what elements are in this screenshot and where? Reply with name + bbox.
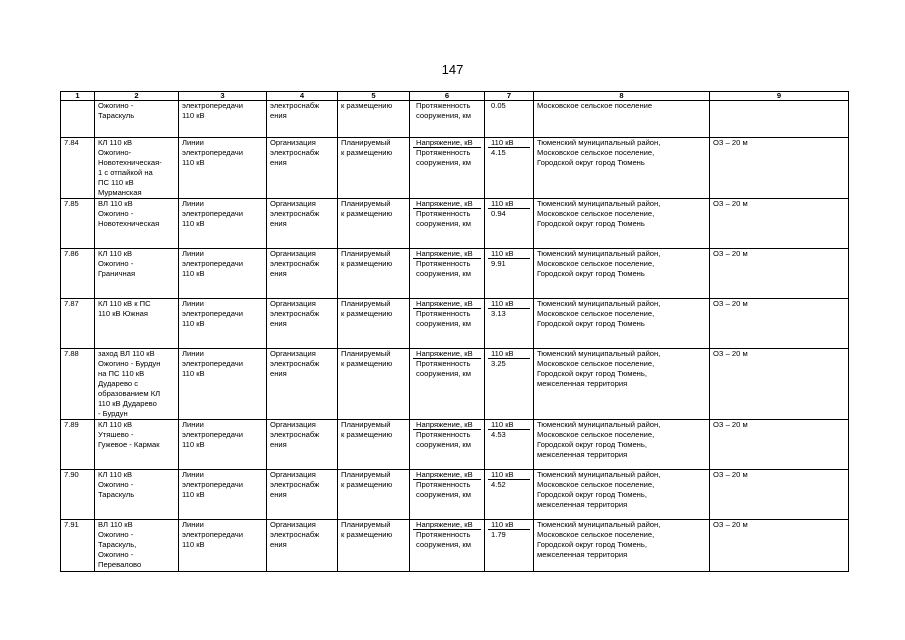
cell-location: Тюменский муниципальный район, Московское сельское поселение, Городской округ город Тюмень, межселенная территория xyxy=(534,470,710,520)
cell-values-bottom: 4.53 xyxy=(491,430,506,439)
cell-status: Планируемый к размещению xyxy=(338,349,410,420)
cell-characteristics-top: Напряжение, кВ xyxy=(413,420,481,430)
cell-characteristics xyxy=(410,420,485,470)
cell-values-top: 110 кВ xyxy=(488,349,530,359)
cell-characteristics-bottom: Протяженность сооружения, км xyxy=(416,309,471,328)
cell-object-type: Линии электропередачи 110 кВ xyxy=(179,138,267,199)
cell-object-name: КЛ 110 кВ Утяшево - Гужевое - Кармак xyxy=(95,420,179,470)
header-row xyxy=(61,92,849,101)
cell-object-type: Линии электропередачи 110 кВ xyxy=(179,349,267,420)
cell-values-bottom: 1.79 xyxy=(491,530,506,539)
cell-characteristics-top: Напряжение, кВ xyxy=(413,299,481,309)
cell-location: Тюменский муниципальный район, Московское сельское поселение, Городской округ город Тюмень xyxy=(534,199,710,249)
cell-characteristics-top: Напряжение, кВ xyxy=(413,138,481,148)
cell-values xyxy=(485,138,534,199)
table-body xyxy=(61,101,849,572)
cell-characteristics-bottom: Протяженность сооружения, км xyxy=(416,530,471,549)
column-header-9: 9 xyxy=(710,92,849,101)
cell-characteristics-top: Напряжение, кВ xyxy=(413,520,481,530)
cell-number: 7.91 xyxy=(61,520,95,572)
cell-object-type: Линии электропередачи 110 кВ xyxy=(179,470,267,520)
cell-characteristics xyxy=(410,138,485,199)
cell-object-name: КЛ 110 кВ Ожогино - Тараскуль xyxy=(95,470,179,520)
cell-zone: ОЗ – 20 м xyxy=(710,138,849,199)
cell-values-bottom: 4.15 xyxy=(491,148,506,157)
cell-zone: ОЗ – 20 м xyxy=(710,199,849,249)
cell-status: Планируемый к размещению xyxy=(338,420,410,470)
table-row xyxy=(61,299,849,349)
cell-characteristics-top: Напряжение, кВ xyxy=(413,249,481,259)
table-row xyxy=(61,138,849,199)
cell-characteristics-bottom: Протяженность сооружения, км xyxy=(416,148,471,167)
column-header-1: 1 xyxy=(61,92,95,101)
cell-location: Тюменский муниципальный район, Московское сельское поселение, Городской округ город Тюмень, межселенная территория xyxy=(534,349,710,420)
cell-characteristics-bottom: Протяженность сооружения, км xyxy=(416,259,471,278)
cell-values xyxy=(485,420,534,470)
cell-values xyxy=(485,520,534,572)
cell-purpose: Организация электроснабж ения xyxy=(267,199,338,249)
cell-number: 7.88 xyxy=(61,349,95,420)
cell-characteristics xyxy=(410,299,485,349)
cell-zone: ОЗ – 20 м xyxy=(710,299,849,349)
cell-object-type: Линии электропередачи 110 кВ xyxy=(179,249,267,299)
cell-characteristics-top: Напряжение, кВ xyxy=(413,349,481,359)
cell-object-type: Линии электропередачи 110 кВ xyxy=(179,199,267,249)
planning-table xyxy=(60,91,849,572)
cell-status: к размещению xyxy=(338,101,410,138)
cell-zone: ОЗ – 20 м xyxy=(710,249,849,299)
table-row xyxy=(61,470,849,520)
cell-status: Планируемый к размещению xyxy=(338,138,410,199)
column-header-8: 8 xyxy=(534,92,710,101)
cell-location: Тюменский муниципальный район, Московское сельское поселение, Городской округ город Тюмень xyxy=(534,299,710,349)
cell-status: Планируемый к размещению xyxy=(338,470,410,520)
cell-zone: ОЗ – 20 м xyxy=(710,520,849,572)
cell-location: Тюменский муниципальный район, Московское сельское поселение, Городской округ город Тюмень, межселенная территория xyxy=(534,420,710,470)
table-row xyxy=(61,249,849,299)
cell-zone: ОЗ – 20 м xyxy=(710,420,849,470)
cell-object-name: КЛ 110 кВ Ожогино - Граничная xyxy=(95,249,179,299)
table-row xyxy=(61,349,849,420)
cell-object-type: Линии электропередачи 110 кВ xyxy=(179,299,267,349)
cell-values-bottom: 0.94 xyxy=(491,209,506,218)
cell-characteristics xyxy=(410,470,485,520)
cell-values-bottom: 3.25 xyxy=(491,359,506,368)
column-header-6: 6 xyxy=(410,92,485,101)
cell-object-name: Ожогино - Тараскуль xyxy=(95,101,179,138)
cell-characteristics xyxy=(410,249,485,299)
table-row xyxy=(61,420,849,470)
cell-purpose: Организация электроснабж ения xyxy=(267,470,338,520)
cell-number: 7.89 xyxy=(61,420,95,470)
cell-values-top: 110 кВ xyxy=(488,470,530,480)
page-number: 147 xyxy=(441,62,464,77)
cell-zone xyxy=(710,101,849,138)
cell-characteristics-bottom: Протяженность сооружения, км xyxy=(416,430,471,449)
column-header-3: 3 xyxy=(179,92,267,101)
cell-object-type: электропередачи 110 кВ xyxy=(179,101,267,138)
cell-purpose: Организация электроснабж ения xyxy=(267,349,338,420)
cell-object-type: Линии электропередачи 110 кВ xyxy=(179,420,267,470)
cell-number: 7.86 xyxy=(61,249,95,299)
cell-status: Планируемый к размещению xyxy=(338,199,410,249)
table-row xyxy=(61,520,849,572)
cell-object-type: Линии электропередачи 110 кВ xyxy=(179,520,267,572)
cell-characteristics-top: Напряжение, кВ xyxy=(413,199,481,209)
cell-values-top: 110 кВ xyxy=(488,299,530,309)
column-header-7: 7 xyxy=(485,92,534,101)
cell-values-top: 110 кВ xyxy=(488,199,530,209)
cell-object-name: ВЛ 110 кВ Ожогино - Тараскуль, Ожогино - Перевалово xyxy=(95,520,179,572)
cell-purpose: Организация электроснабж ения xyxy=(267,520,338,572)
cell-values-top: 110 кВ xyxy=(488,420,530,430)
cell-values xyxy=(485,470,534,520)
cell-purpose: Организация электроснабж ения xyxy=(267,249,338,299)
cell-values-bottom: 9.91 xyxy=(491,259,506,268)
cell-characteristics-bottom: Протяженность сооружения, км xyxy=(416,359,471,378)
cell-status: Планируемый к размещению xyxy=(338,249,410,299)
cell-values xyxy=(485,199,534,249)
cell-characteristics-bottom: Протяженность сооружения, км xyxy=(416,101,471,120)
cell-values xyxy=(485,101,534,138)
column-header-4: 4 xyxy=(267,92,338,101)
cell-values-bottom: 3.13 xyxy=(491,309,506,318)
cell-values-top: 110 кВ xyxy=(488,138,530,148)
cell-values-top: 110 кВ xyxy=(488,520,530,530)
column-header-5: 5 xyxy=(338,92,410,101)
cell-values xyxy=(485,249,534,299)
cell-location: Московское сельское поселение xyxy=(534,101,710,138)
cell-object-name: заход ВЛ 110 кВ Ожогино - Бурдун на ПС 110 кВ Дударево с образованием КЛ 110 кВ Дударево - Бурдун xyxy=(95,349,179,420)
cell-number: 7.90 xyxy=(61,470,95,520)
cell-values xyxy=(485,299,534,349)
cell-characteristics xyxy=(410,349,485,420)
cell-purpose: Организация электроснабж ения xyxy=(267,299,338,349)
table-row xyxy=(61,199,849,249)
cell-object-name: ВЛ 110 кВ Ожогино - Новотехническая xyxy=(95,199,179,249)
cell-purpose: Организация электроснабж ения xyxy=(267,420,338,470)
cell-purpose: Организация электроснабж ения xyxy=(267,138,338,199)
cell-characteristics xyxy=(410,520,485,572)
cell-location: Тюменский муниципальный район, Московское сельское поселение, Городской округ город Тюмень xyxy=(534,138,710,199)
column-header-2: 2 xyxy=(95,92,179,101)
cell-object-name: КЛ 110 кВ к ПС 110 кВ Южная xyxy=(95,299,179,349)
cell-purpose: электроснабж ения xyxy=(267,101,338,138)
cell-status: Планируемый к размещению xyxy=(338,520,410,572)
cell-status: Планируемый к размещению xyxy=(338,299,410,349)
cell-values-top: 110 кВ xyxy=(488,249,530,259)
cell-number: 7.84 xyxy=(61,138,95,199)
cell-characteristics xyxy=(410,101,485,138)
cell-number: 7.87 xyxy=(61,299,95,349)
cell-values xyxy=(485,349,534,420)
table-row xyxy=(61,101,849,138)
cell-characteristics xyxy=(410,199,485,249)
cell-values-bottom: 0.05 xyxy=(491,101,506,110)
cell-zone: ОЗ – 20 м xyxy=(710,470,849,520)
cell-characteristics-top: Напряжение, кВ xyxy=(413,470,481,480)
cell-object-name: КЛ 110 кВ Ожогино- Новотехническая- 1 с отпайкой на ПС 110 кВ Мурманская xyxy=(95,138,179,199)
cell-number: 7.85 xyxy=(61,199,95,249)
cell-number xyxy=(61,101,95,138)
cell-location: Тюменский муниципальный район, Московское сельское поселение, Городской округ город Тюмень, межселенная территория xyxy=(534,520,710,572)
cell-location: Тюменский муниципальный район, Московское сельское поселение, Городской округ город Тюмень xyxy=(534,249,710,299)
cell-characteristics-bottom: Протяженность сооружения, км xyxy=(416,209,471,228)
cell-zone: ОЗ – 20 м xyxy=(710,349,849,420)
cell-characteristics-bottom: Протяженность сооружения, км xyxy=(416,480,471,499)
cell-values-bottom: 4.52 xyxy=(491,480,506,489)
